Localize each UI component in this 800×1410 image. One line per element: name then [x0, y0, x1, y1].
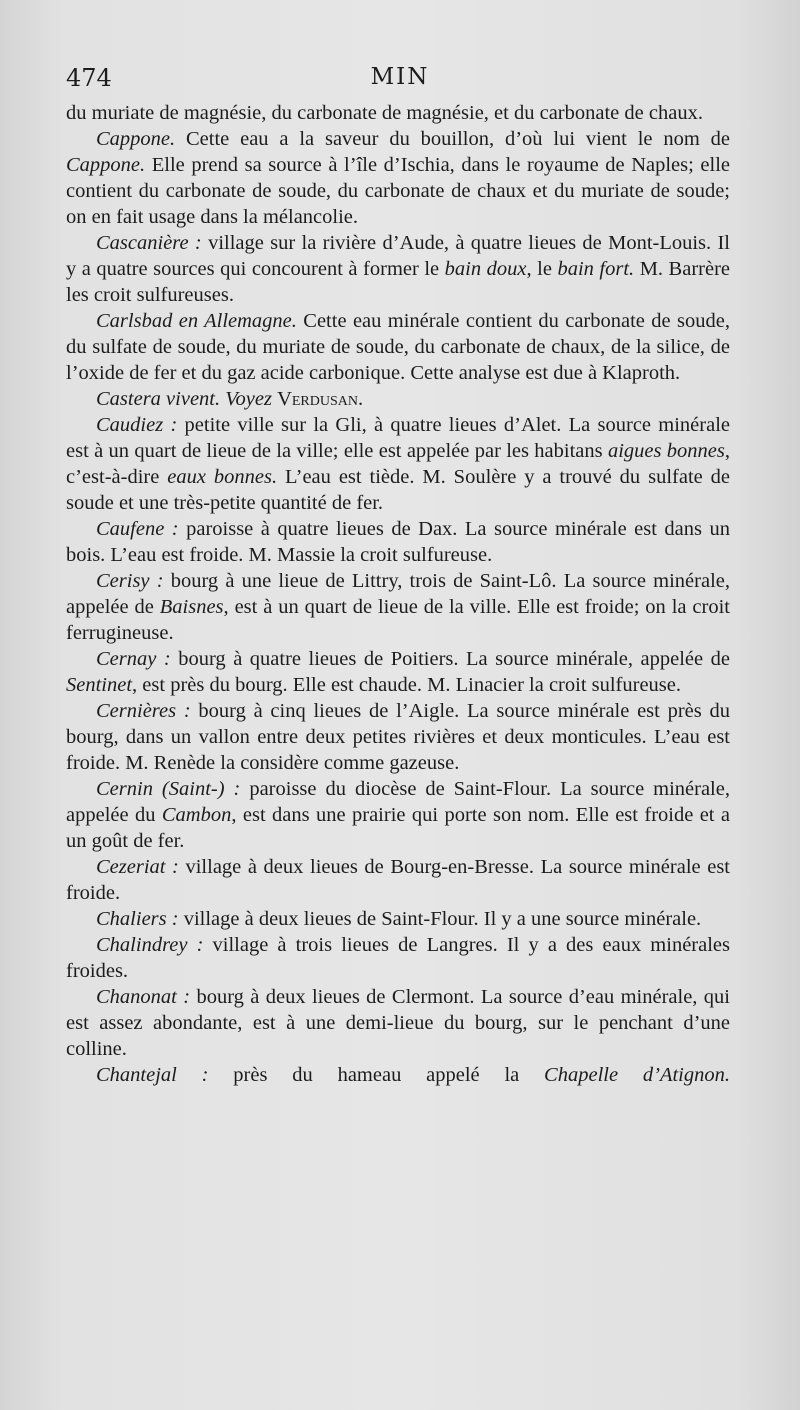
entry-text: bourg à cinq lieues de l’Aigle. La source minérale est près du bourg, dans un vallon entre deux petites rivières et deux monticules. L’eau est froide. M. Renède la considère comme gazeuse.: [66, 700, 730, 774]
dictionary-entry: [66, 698, 730, 776]
entry-text: , est à un quart de lieue de la ville. Elle est froide; on la croit ferrugineuse.: [66, 596, 730, 644]
italic-text: Baisnes: [159, 596, 224, 618]
italic-text: Voyez: [225, 388, 272, 410]
italic-text: Chapelle d’Atignon.: [544, 1064, 730, 1086]
entry-text: , est près du bourg. Elle est chaude. M. Linacier la croit sulfureuse.: [132, 674, 682, 696]
entry-headword: Cernin (Saint-) :: [96, 778, 241, 800]
dictionary-entry: [66, 984, 730, 1062]
dictionary-entry: [66, 386, 730, 412]
entry-text: village à deux lieues de Bourg-en-Bresse. La source minérale est froide.: [66, 856, 730, 904]
dictionary-entry: [66, 308, 730, 386]
running-head: MIN: [370, 64, 430, 90]
dictionary-entry: [66, 230, 730, 308]
entry-headword: Chantejal :: [96, 1064, 209, 1086]
entry-headword: Chaliers :: [96, 908, 179, 930]
entry-headword: Cerisy :: [96, 570, 164, 592]
entry-headword: Carlsbad en Allemagne.: [96, 310, 297, 332]
entry-text: village sur la rivière d’Aude, à quatre lieues de Mont-Louis. Il y a quatre sources qui concourent à former le: [66, 232, 730, 280]
entry-headword: Chalindrey :: [96, 934, 204, 956]
entry-text: Cette eau a la saveur du bouillon, d’où lui vient le nom de: [175, 128, 730, 150]
dictionary-entry: [66, 932, 730, 984]
italic-text: Cappone.: [66, 154, 146, 176]
entry-headword: Caudiez :: [96, 414, 178, 436]
entry-text: près du hameau appelé la: [208, 1064, 545, 1086]
italic-text: Cambon: [161, 804, 232, 826]
entry-headword: Cascanière :: [96, 232, 202, 254]
dictionary-entry: [66, 646, 730, 698]
small-caps-text: Verdusan: [277, 388, 358, 410]
entry-text: , le: [526, 258, 558, 280]
entry-text: bourg à quatre lieues de Poitiers. La source minérale, appelée de: [170, 648, 730, 670]
entry-text: .: [357, 388, 364, 410]
dictionary-entry: [66, 1062, 730, 1088]
dictionary-entry: [66, 776, 730, 854]
entry-headword: Cernières :: [96, 700, 191, 722]
entry-text: Elle prend sa source à l’île d’Ischia, dans le royaume de Naples; elle contient du carbonate de soude, du carbonate de chaux et du muriate de soude; on en fait usage dans la mélancolie.: [66, 154, 730, 228]
entry-headword: Cappone.: [96, 128, 176, 150]
page-header: [66, 64, 734, 98]
entry-headword: Cezeriat :: [96, 856, 179, 878]
italic-text: bain fort.: [557, 258, 635, 280]
italic-text: Sentinet: [66, 674, 133, 696]
page-number: 474: [66, 64, 112, 92]
entry-text: , c’est-à-dire: [66, 440, 730, 488]
entry-text: , est dans une prairie qui porte son nom. Elle est froide et a un goût de fer.: [66, 804, 730, 852]
entry-text: paroisse à quatre lieues de Dax. La source minérale est dans un bois. L’eau est froide. M. Massie la croit sulfureuse.: [66, 518, 730, 566]
dictionary-entry: [66, 516, 730, 568]
entry-headword: Castera vivent.: [96, 388, 221, 410]
italic-text: aigues bonnes: [607, 440, 725, 462]
entry-headword: Chanonat :: [96, 986, 191, 1008]
dictionary-entry: [66, 568, 730, 646]
italic-text: bain doux: [444, 258, 527, 280]
entry-text: village à deux lieues de Saint-Flour. Il y a une source minérale.: [178, 908, 702, 930]
dictionary-entry: [66, 906, 730, 932]
entry-headword: Cernay :: [96, 648, 171, 670]
entry-text: M. Barrère les croit sulfureuses.: [66, 258, 731, 306]
entry-text: petite ville sur la Gli, à quatre lieues d’Alet. La source minérale est à un quart de lieue de la ville; elle est appelée par les habitans: [66, 414, 730, 462]
entry-text: village à trois lieues de Langres. Il y a des eaux minérales froides.: [66, 934, 730, 982]
entry-text: Cette eau minérale contient du carbonate de soude, du sulfate de soude, du muriate de soude, du carbonate de chaux, de la silice, de l’oxide de fer et du gaz acide carbonique. Cette analyse est due à Klaproth.: [66, 310, 730, 384]
entry-text: bourg à une lieue de Littry, trois de Saint-Lô. La source minérale, appelée de: [66, 570, 730, 618]
dictionary-entries: [66, 100, 730, 1088]
entry-text: bourg à deux lieues de Clermont. La source d’eau minérale, qui est assez abondante, est à une demi-lieue du bourg, sur le penchant d’une colline.: [66, 986, 730, 1060]
entry-headword: Caufene :: [96, 518, 179, 540]
entry-text: du muriate de magnésie, du carbonate de magnésie, et du carbonate de chaux.: [66, 102, 703, 124]
dictionary-entry: [66, 126, 730, 230]
entry-text: L’eau est tiède. M. Soulère y a trouvé du sulfate de soude et une très-petite quantité de fer.: [66, 466, 731, 514]
dictionary-entry: [66, 100, 730, 126]
dictionary-entry: [66, 412, 730, 516]
dictionary-entry: [66, 854, 730, 906]
entry-text: paroisse du diocèse de Saint-Flour. La source minérale, appelée du: [66, 778, 730, 826]
italic-text: eaux bonnes.: [167, 466, 278, 488]
